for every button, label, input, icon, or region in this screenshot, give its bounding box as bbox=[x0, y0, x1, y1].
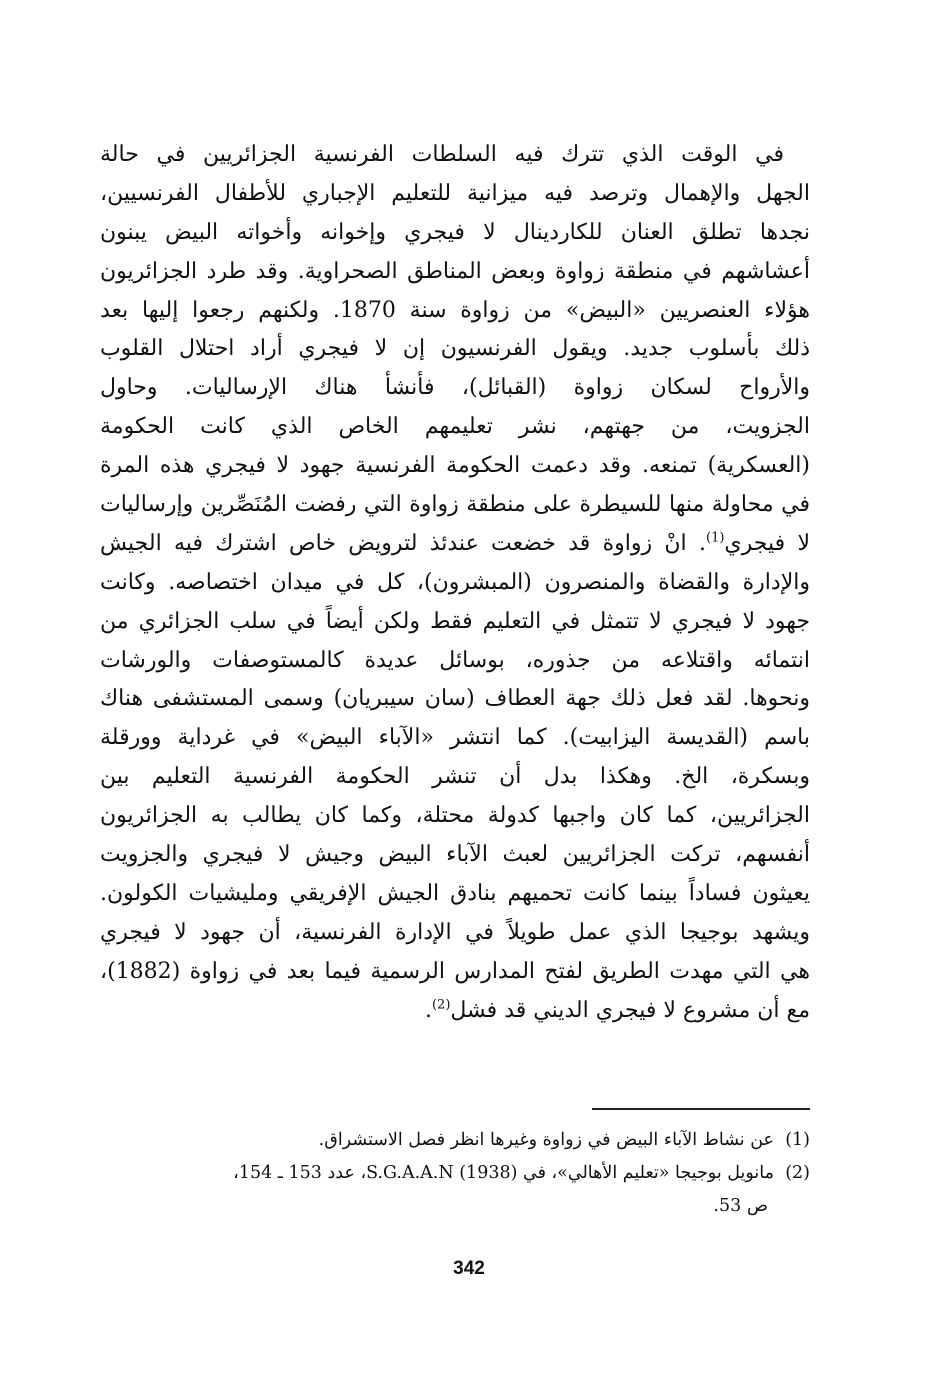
text-line-with-footnote-ref bbox=[100, 525, 810, 564]
footnotes bbox=[100, 1124, 810, 1223]
text-line: الجزويت، من جهتهم، نشر تعليمهم الخاص الذي كانت الحكومة bbox=[100, 414, 810, 440]
text-line: باسم (القديسة اليزابيت). كما انتشر «الآباء البيض» في غرداية وورقلة bbox=[100, 725, 810, 751]
text-line: جهود لا فيجري لا تتمثل في التعليم فقط ولكن أيضاً في سلب الجزائري من bbox=[100, 608, 810, 634]
text-fragment: لا فيجري bbox=[724, 530, 810, 556]
text-line: ذلك بأسلوب جديد. ويقول الفرنسيون إن لا فيجري أراد احتلال القلوب bbox=[100, 336, 810, 362]
text-line: في الوقت الذي تترك فيه السلطات الفرنسية الجزائريين في حالة bbox=[100, 142, 784, 167]
text-fragment: مع أن مشروع لا فيجري الديني قد فشل bbox=[450, 997, 810, 1023]
text-line: والأرواح لسكان زواوة (القبائل)، فأنشأ هناك الإرساليات. وحاول bbox=[100, 375, 810, 401]
footnote-number: (1) bbox=[785, 1130, 810, 1150]
text-line: في محاولة منها للسيطرة على منطقة زواوة التي رفضت المُنَصِّرين وإرساليات bbox=[100, 492, 810, 518]
text-line: الجهل والإهمال وترصد فيه ميزانية للتعليم الإجباري للأطفال الفرنسيين، bbox=[100, 180, 810, 206]
main-text bbox=[100, 136, 810, 1030]
footnote-text: مانويل بوجيجا «تعليم الأهالي»، في S.G.A.A.N (1938)، عدد 153 ـ 154، bbox=[233, 1163, 774, 1183]
text-line: هي التي مهدت الطريق لفتح المدارس الرسمية فيما بعد في زواوة (1882)، bbox=[100, 958, 810, 984]
page-number: 342 bbox=[453, 1258, 485, 1279]
text-line: أنفسهم، تركت الجزائريين لعبث الآباء البيض وجيش لا فيجري والجزويت bbox=[100, 842, 810, 868]
footnote-2-continuation: ص 53. bbox=[713, 1196, 768, 1216]
text-fragment: . bbox=[424, 997, 432, 1023]
footnote-2 bbox=[100, 1157, 810, 1190]
footnote-reference[interactable]: (1) bbox=[705, 530, 725, 546]
text-line: ونحوها. لقد فعل ذلك جهة العطاف (سان سيبريان) وسمى المستشفى هناك bbox=[100, 686, 810, 712]
footnote-number: (2) bbox=[785, 1163, 810, 1183]
text-fragment: . bbox=[686, 530, 706, 556]
footnote-text: عن نشاط الآباء البيض في زواوة وغيرها انظر فصل الاستشراق. bbox=[318, 1130, 774, 1150]
footnote-1 bbox=[100, 1124, 810, 1157]
text-line: الجزائريين، كما كان واجبها كدولة محتلة، وكما كان يطالب به الجزائريون bbox=[100, 803, 810, 829]
text-line: أعشاشهم في منطقة زواوة وبعض المناطق الصحراوية. وقد طرد الجزائريون bbox=[100, 258, 810, 284]
text-line: هؤلاء العنصريين «البيض» من زواوة سنة 1870. ولكنهم رجعوا إليها بعد bbox=[100, 297, 810, 323]
text-line: ويشهد بوجيجا الذي عمل طويلاً في الإدارة الفرنسية، أن جهود لا فيجري bbox=[100, 919, 810, 945]
text-line: (العسكرية) تمنعه. وقد دعمت الحكومة الفرنسية جهود لا فيجري هذه المرة bbox=[100, 453, 810, 479]
text-line-with-footnote-ref bbox=[100, 992, 810, 1031]
text-line: وبسكرة، الخ. وهكذا بدل أن تنشر الحكومة الفرنسية التعليم بين bbox=[100, 764, 810, 790]
footnote-separator bbox=[592, 1108, 810, 1110]
text-line: يعيثون فساداً بينما كانت تحميهم بنادق الجيش الإفريقي ومليشيات الكولون. bbox=[100, 880, 810, 906]
text-line: نجدها تطلق العنان للكاردينال لا فيجري وإخوانه وأخواته البيض يبنون bbox=[100, 219, 810, 245]
text-fragment: انْ زواوة قد خضعت عندئذ لترويض خاص اشترك فيه الجيش bbox=[100, 530, 687, 556]
text-line: والإدارة والقضاة والمنصرون (المبشرون)، كل في ميدان اختصاصه. وكانت bbox=[100, 569, 810, 595]
text-line: انتمائه واقتلاعه من جذوره، بوسائل عديدة كالمستوصفات والورشات bbox=[100, 647, 810, 673]
footnote-reference[interactable]: (2) bbox=[431, 997, 451, 1013]
